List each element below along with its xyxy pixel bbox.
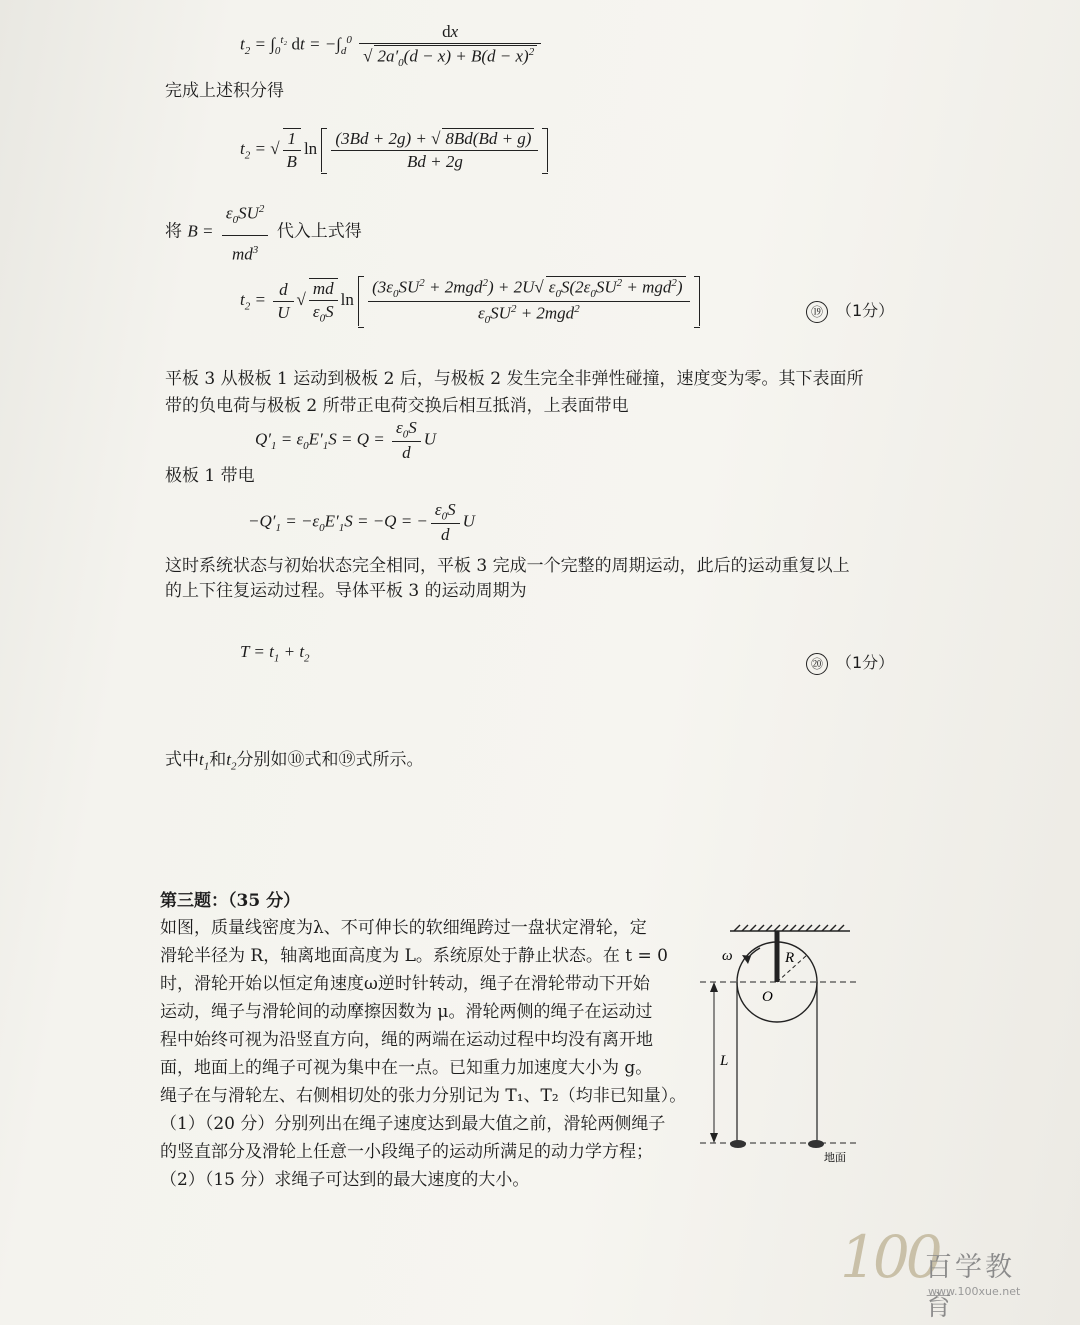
height-arrow-top bbox=[710, 982, 718, 992]
equation-19: $t_2$ = $\frac{d}{U}$ √ $\frac{md}{\varepsilon_0S}$ ln $\frac{(3\varepsilon_0SU^2 + 2mgd^2) + 2U√ \varepsilon_0S(2\varepsilon_0SU^2 + mgd^2)}{\varepsilon_0SU^2 + 2mgd^2}$ bbox=[240, 276, 700, 326]
problem3-line: （2）（15 分）求绳子可达到的最大速度的大小。 bbox=[160, 1170, 530, 1190]
equation-19-score: ⑲ （1分） bbox=[806, 298, 894, 323]
center-label: O bbox=[762, 989, 773, 1005]
watermark-logo bbox=[840, 1223, 1040, 1322]
equation-t2-result: $t_2$ = √ $\frac{1}{B}$ ln $\frac{(3Bd + 2g) + √ 8Bd(Bd + g)}{Bd + 2g}$ bbox=[240, 128, 548, 172]
height-arrow-bottom bbox=[710, 1133, 718, 1143]
substitute-line: 将 B = $\frac{\varepsilon_0SU^2}{md^3}$ 代入上式得 bbox=[165, 196, 362, 268]
watermark-number: 100 bbox=[840, 1223, 939, 1291]
rope-heap-right bbox=[808, 1140, 824, 1148]
pulley-figure bbox=[700, 915, 880, 1170]
equation-20-score: ⑳ （1分） bbox=[806, 650, 894, 675]
equation-20: $T = t_1 + t_2$ bbox=[240, 642, 310, 665]
problem3-line: 面，地面上的绳子可视为集中在一点。已知重力加速度大小为 g。 bbox=[160, 1058, 653, 1078]
problem3-line: 的竖直部分及滑轮上任意一小段绳子的运动所满足的动力学方程； bbox=[160, 1142, 653, 1162]
integral-done-text: 完成上述积分得 bbox=[165, 81, 284, 101]
watermark-name: 百学教育 bbox=[925, 1252, 1015, 1322]
ground-label: 地面 bbox=[824, 1151, 846, 1164]
problem3-line: 运动，绳子与滑轮间的动摩擦因数为 μ。滑轮两侧的绳子在运动过 bbox=[160, 1002, 653, 1022]
radius-label: R bbox=[785, 950, 795, 966]
problem3-title: 第三题：（35 分） bbox=[160, 891, 301, 911]
ceiling-hatch bbox=[730, 925, 850, 931]
problem3-line: 时，滑轮开始以恒定角速度ω逆时针转动，绳子在滑轮带动下开始 bbox=[160, 974, 650, 994]
equation-q1-prime: $Q'_1 = \varepsilon_0E'_1S = Q$ = $\frac{\varepsilon_0S}{d}$ U bbox=[255, 418, 436, 463]
problem3-line: 滑轮半径为 R，轴离地面高度为 L。系统原处于静止状态。在 t = 0 bbox=[160, 946, 668, 966]
equation-t2-integral: $t_2 = \int_0^{t_2}$ dt = $-\int_d^0$ $\frac{dx}{√ 2a'_0(d - x) + B(d - x)^2}$ bbox=[240, 22, 544, 69]
problem3-line: （1）（20 分）分别列出在绳子速度达到最大值之前，滑轮两侧绳子 bbox=[160, 1114, 666, 1134]
problem3-line: 如图，质量线密度为λ、不可伸长的软细绳跨过一盘状定滑轮，定 bbox=[160, 918, 647, 938]
collision-text-1: 平板 3 从极板 1 运动到极板 2 后，与极板 2 发生完全非弹性碰撞，速度变为零。其下表面所 bbox=[165, 369, 864, 389]
omega-label: ω bbox=[722, 948, 733, 964]
equation-neg-q1-prime: $-Q'_1 = -\varepsilon_0E'_1S = -Q$ = − $\frac{\varepsilon_0S}{d}$ U bbox=[248, 500, 475, 545]
problem3-line: 绳子在与滑轮左、右侧相切处的张力分别记为 T₁、T₂（均非已知量）。 bbox=[160, 1086, 687, 1106]
collision-text-2: 带的负电荷与极板 2 所带正电荷交换后相互抵消，上表面带电 bbox=[165, 396, 629, 416]
problem3-body bbox=[160, 914, 700, 1194]
rope-heap-left bbox=[730, 1140, 746, 1148]
state-text-2: 的上下往复运动过程。导体平板 3 的运动周期为 bbox=[165, 581, 527, 601]
problem3-line: 程中始终可视为沿竖直方向，绳的两端在运动过程中均没有离开地 bbox=[160, 1030, 653, 1050]
watermark-url: www.100xue.net bbox=[928, 1285, 1021, 1298]
where-text: 式中$t_1$和$t_2$分别如⑩式和⑲式所示。 bbox=[165, 750, 424, 773]
state-text-1: 这时系统状态与初始状态完全相同，平板 3 完成一个完整的周期运动，此后的运动重复以上 bbox=[165, 556, 850, 576]
plate1-charge-text: 极板 1 带电 bbox=[165, 466, 255, 486]
height-label: L bbox=[720, 1053, 729, 1069]
